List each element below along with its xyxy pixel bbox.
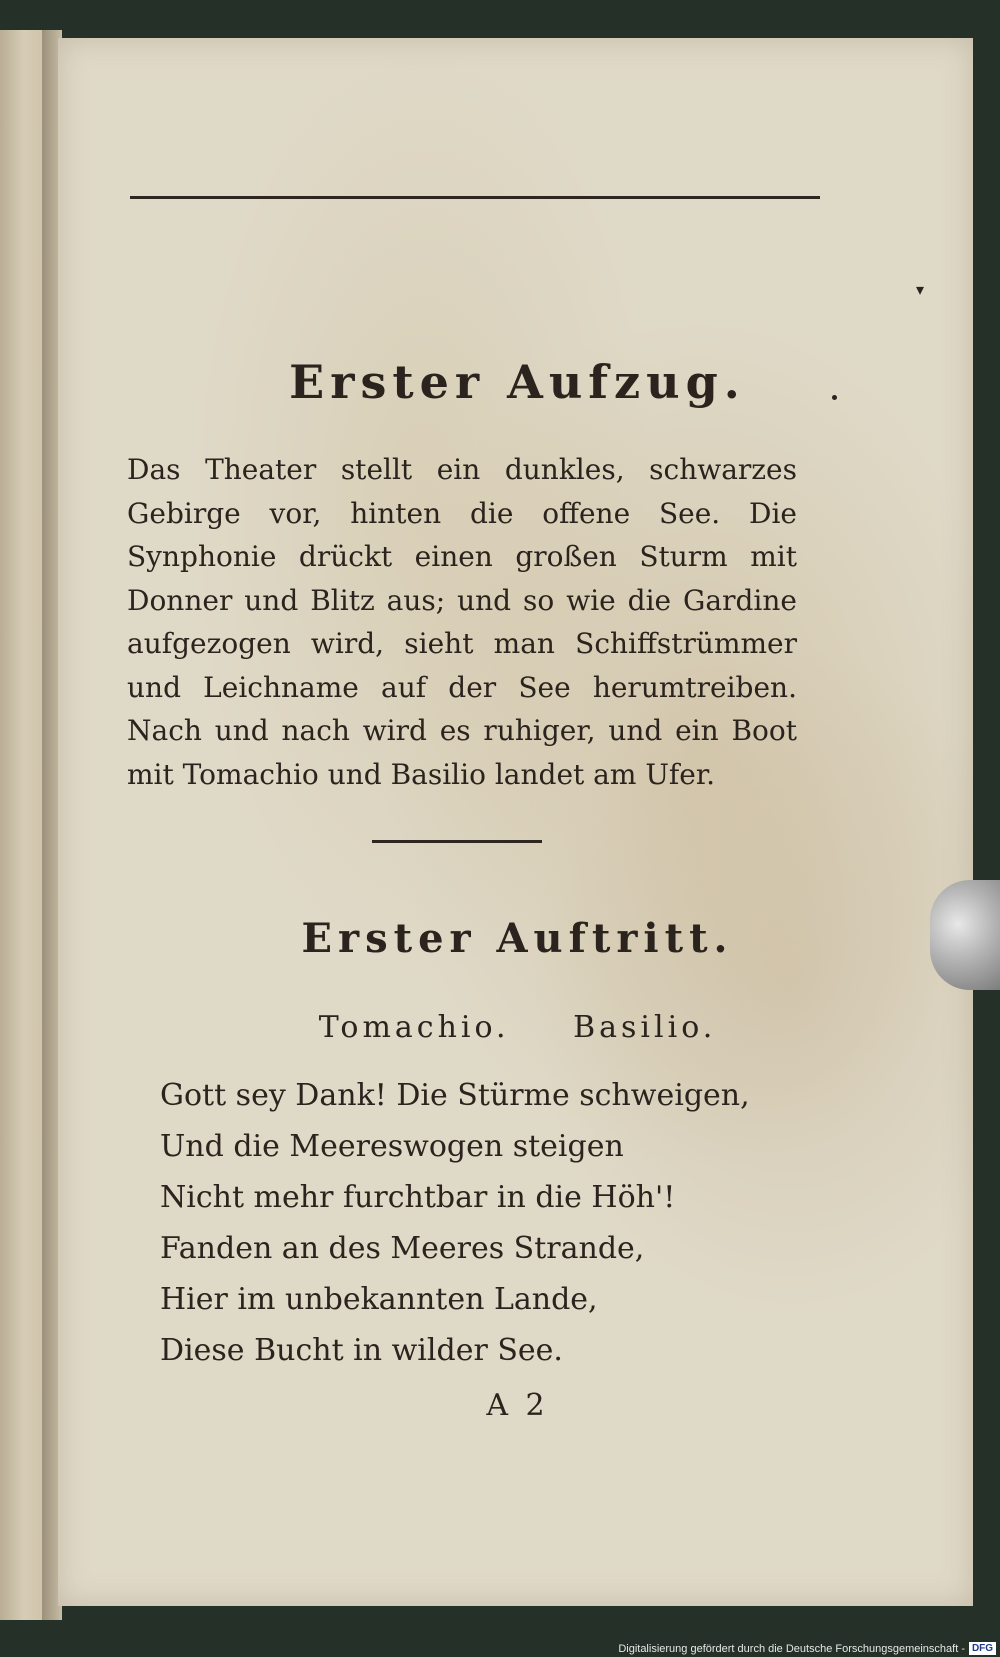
top-rule-line	[130, 196, 820, 199]
section-divider	[372, 840, 542, 843]
verse-line: Diese Bucht in wilder See.	[160, 1333, 563, 1368]
verse-line: Hier im unbekannten Lande,	[160, 1282, 598, 1317]
character-list: Tomachio. Basilio.	[318, 1010, 717, 1045]
act-title: Erster Aufzug.	[289, 355, 746, 409]
signature-mark: A 2	[486, 1388, 549, 1423]
dfg-logo: DFG	[969, 1642, 996, 1655]
scene-title: Erster Auftritt.	[301, 915, 734, 962]
verse-line: Fanden an des Meeres Strande,	[160, 1231, 645, 1266]
verse-line: Nicht mehr furchtbar in die Höh'!	[160, 1180, 676, 1215]
margin-dot	[832, 395, 837, 400]
verse-line: Und die Meereswogen steigen	[160, 1129, 624, 1164]
stage-direction: Das Theater stellt ein dunkles, schwarzes Gebirge vor, hinten die offene See. Die Synphonie drückt einen großen Sturm mit Donner und Blitz aus; und so wie die Gardine aufgezogen wird, sieht man Schiffstrümmer und Leichname auf der See herumtreiben. Nach und nach wird es ruhiger, und ein Boot mit Tomachio und Basilio landet am Ufer.	[127, 453, 797, 791]
digitization-credit: Digitalisierung gefördert durch die Deutsche Forschungsgemeinschaft -	[618, 1643, 965, 1655]
margin-mark: ▾	[916, 280, 925, 299]
verse-line: Gott sey Dank! Die Stürme schweigen,	[160, 1078, 750, 1113]
verse-block	[160, 1070, 780, 1376]
